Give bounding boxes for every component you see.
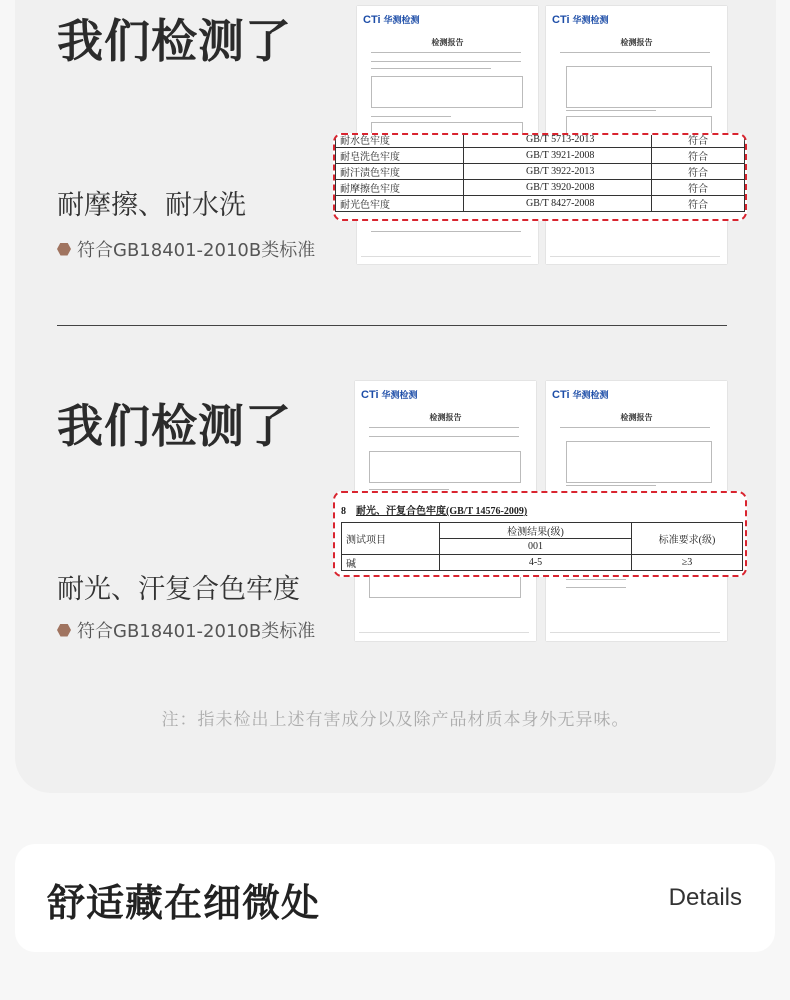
section1-standard (57, 236, 315, 262)
zoom2-caption: 8 耐光、汗复合色牢度(GB/T 14576-2009) (341, 506, 528, 517)
zoom1-row (336, 148, 745, 164)
section2-zoom-table (333, 491, 747, 577)
cti-logo: CTi 华测检测 (361, 388, 418, 401)
zoom1-cell-standard: GB/T 3921-2008 (464, 148, 652, 164)
zoom1-cell-result: 符合 (652, 133, 745, 148)
zoom1-cell-item: 耐水色牢度 (336, 133, 464, 148)
zoom1-cell-item: 耐皂洗色牢度 (336, 148, 464, 164)
report-title: 检测报告 (620, 413, 653, 422)
zoom1-cell-item: 耐光色牢度 (336, 196, 464, 212)
zoom1-cell-item: 耐摩擦色牢度 (336, 180, 464, 196)
section2-standard-text: 符合GB18401-2010B类标准 (77, 621, 316, 642)
section-divider (57, 325, 727, 326)
section1-subheading: 耐摩擦、耐水洗 (57, 190, 246, 221)
details-link[interactable]: Details (668, 884, 742, 911)
hexagon-bullet-icon (57, 243, 71, 256)
details-title: 舒适藏在细微处 (47, 881, 321, 925)
details-card[interactable] (15, 844, 775, 952)
zoom1-cell-standard: GB/T 3920-2008 (464, 180, 652, 196)
zoom1-row (336, 196, 745, 212)
zoom1-cell-item: 耐汗渍色牢度 (336, 164, 464, 180)
zoom1-cell-standard: GB/T 3922-2013 (464, 164, 652, 180)
hexagon-bullet-icon (57, 624, 71, 637)
zoom1-row (336, 164, 745, 180)
disclaimer-note: 注：指未检出上述有害成分以及除产品材质本身外无异味。 (161, 710, 630, 730)
section1-standard-text: 符合GB18401-2010B类标准 (77, 240, 316, 261)
section2-subheading: 耐光、汗复合色牢度 (57, 574, 300, 605)
zoom1-row (336, 180, 745, 196)
report-title: 检测报告 (431, 38, 464, 47)
report-title: 检测报告 (429, 413, 462, 422)
zoom1-cell-standard: GB/T 5713-2013 (464, 133, 652, 148)
section1-heading: 我们检测了 (57, 14, 292, 68)
cti-logo: CTi 华测检测 (552, 13, 609, 26)
cti-logo: CTi 华测检测 (552, 388, 609, 401)
section2-standard (57, 617, 315, 643)
zoom1-cell-standard: GB/T 8427-2008 (464, 196, 652, 212)
section1-zoom-table (333, 133, 747, 221)
zoom1-cell-result: 符合 (652, 196, 745, 212)
zoom1-cell-result: 符合 (652, 148, 745, 164)
zoom1-cell-result: 符合 (652, 180, 745, 196)
zoom1-cell-result: 符合 (652, 164, 745, 180)
cti-logo: CTi 华测检测 (363, 13, 420, 26)
zoom2-table: 测试项目 检测结果(级) 标准要求(级) 001 碱 4-5 ≥3 (341, 522, 743, 571)
section2-heading: 我们检测了 (57, 399, 292, 453)
report-title: 检测报告 (620, 38, 653, 47)
zoom1-row (336, 133, 745, 148)
